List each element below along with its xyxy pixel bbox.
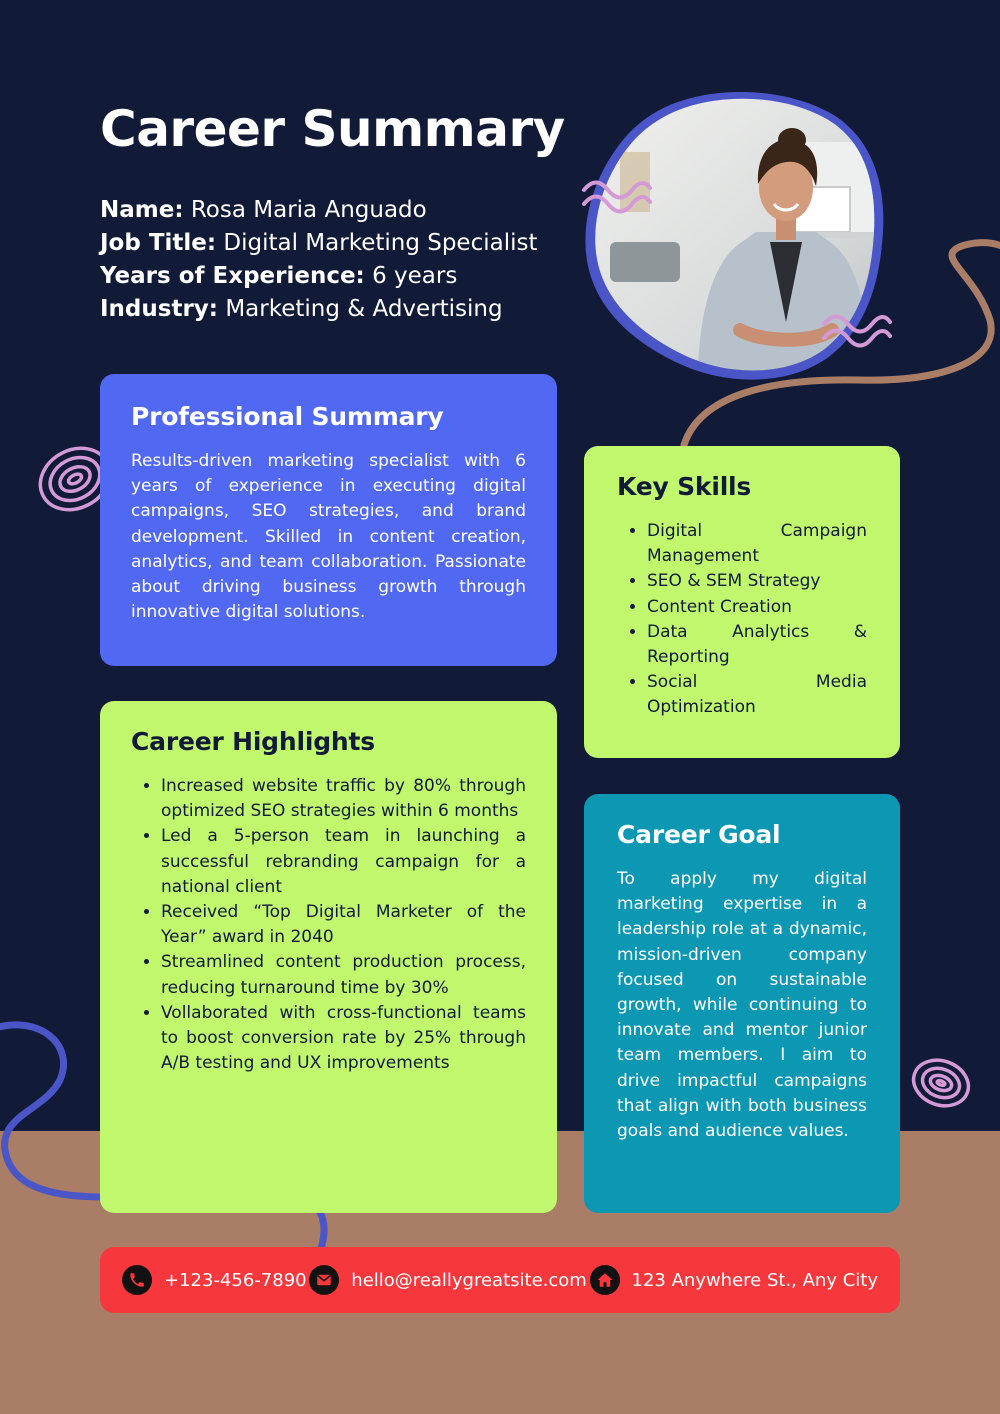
skill-item: • Content Creation: [647, 595, 867, 620]
skill-item: • Data Analytics & Reporting: [647, 620, 867, 670]
phone-icon: [122, 1265, 152, 1295]
career-highlights-card: [100, 701, 557, 1213]
profile-name-row: [100, 194, 538, 227]
profile-job-value: Digital Marketing Specialist: [223, 230, 538, 256]
professional-summary-card: [100, 374, 557, 666]
home-icon: [590, 1265, 620, 1295]
contact-email[interactable]: [309, 1265, 587, 1295]
profile-experience-row: [100, 260, 538, 293]
professional-summary-heading: Professional Summary: [131, 402, 444, 431]
key-skills-heading: Key Skills: [617, 472, 752, 501]
email-icon: [309, 1265, 339, 1295]
contact-phone-text: +123-456-7890: [164, 1269, 307, 1291]
contact-address-text: 123 Anywhere St., Any City: [631, 1269, 878, 1291]
profile-job-label: Job Title:: [100, 230, 217, 256]
contact-bar: [100, 1247, 900, 1313]
contact-email-text: hello@reallygreatsite.com: [351, 1269, 587, 1291]
highlight-item: • Led a 5-person team in launching a successful rebranding campaign for a national client: [161, 824, 526, 900]
profile-experience-value: 6 years: [372, 263, 458, 289]
skill-item: • Digital Campaign Management: [647, 519, 867, 569]
skill-item: • SEO & SEM Strategy: [647, 569, 867, 594]
highlight-item: • Increased website traffic by 80% through optimized SEO strategies within 6 months: [161, 774, 526, 824]
profile-info: [100, 194, 538, 326]
key-skills-list: [617, 519, 867, 721]
career-goal-heading: Career Goal: [617, 820, 781, 849]
profile-industry-row: [100, 293, 538, 326]
profile-industry-value: Marketing & Advertising: [225, 296, 503, 322]
contact-phone[interactable]: [122, 1265, 307, 1295]
profile-industry-label: Industry:: [100, 296, 218, 322]
highlight-item: • Vollaborated with cross-functional teams to boost conversion rate by 25% through A/B testing and UX improvements: [161, 1001, 526, 1077]
highlight-item: • Received “Top Digital Marketer of the Year” award in 2040: [161, 900, 526, 950]
career-highlights-heading: Career Highlights: [131, 727, 375, 756]
professional-summary-text: Results-driven marketing specialist with 6 years of experience in executing digital campaigns, SEO strategies, and brand development. Skilled in content creation, analytics, and team collaboration. Passionate about driving business growth through innovative digital solutions.: [131, 451, 526, 623]
profile-job-row: [100, 227, 538, 260]
profile-experience-label: Years of Experience:: [100, 263, 365, 289]
career-highlights-list: [131, 774, 526, 1076]
profile-name-label: Name:: [100, 197, 184, 223]
highlight-item: • Streamlined content production process, reducing turnaround time by 30%: [161, 950, 526, 1000]
career-goal-card: [584, 794, 900, 1213]
fingerprint-icon-right: [907, 1053, 975, 1113]
career-goal-text: To apply my digital marketing expertise in a leadership role at a dynamic, mission-driven company focused on sustainable growth, while continuing to innovate and mentor junior team members. I aim to drive impactful campaigns that align with both business goals and audience values.: [617, 869, 867, 1142]
key-skills-card: [584, 446, 900, 758]
profile-name-value: Rosa Maria Anguado: [190, 197, 427, 223]
page-title: Career Summary: [100, 100, 565, 158]
skill-item: • Social Media Optimization: [647, 670, 867, 720]
contact-address[interactable]: [590, 1265, 878, 1295]
profile-photo: [580, 92, 900, 382]
